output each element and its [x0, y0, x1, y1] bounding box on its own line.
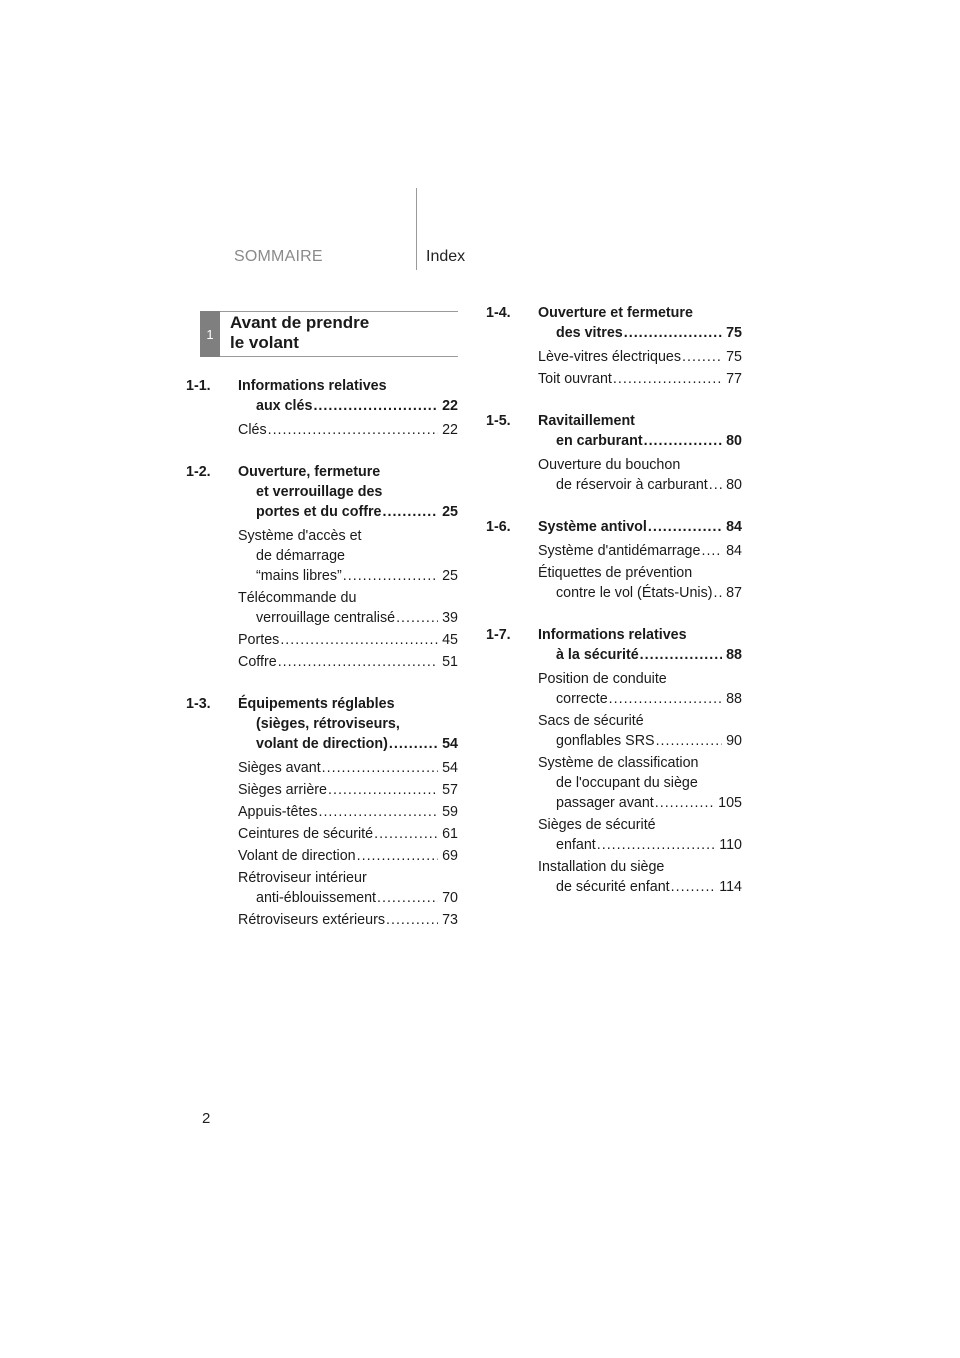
entry-page: 57	[442, 782, 458, 798]
chapter-number: 1-2.	[186, 464, 211, 480]
chapter-page: 80	[726, 433, 742, 449]
entry-title-line: Ouverture du bouchon	[538, 457, 681, 473]
entry-page: 45	[442, 632, 458, 648]
entry-title-line: Sièges arrière	[238, 782, 327, 798]
entry-title-line-row	[238, 652, 458, 672]
chapter-title-line: Ravitaillement	[538, 413, 635, 429]
toc-entry[interactable]	[238, 652, 458, 672]
toc-entry[interactable]	[238, 630, 458, 650]
chapter-title-line-row	[538, 645, 742, 665]
entry-page: 88	[726, 691, 742, 707]
dot-leader	[714, 583, 723, 603]
entry-title-line: Installation du siège	[538, 859, 665, 875]
chapter-page: 54	[442, 736, 458, 752]
chapter-title	[538, 303, 742, 343]
chapter-title-line-row	[538, 517, 742, 537]
group-spacer	[486, 605, 742, 625]
toc-entry[interactable]	[238, 846, 458, 866]
page-number: 2	[202, 1110, 211, 1127]
dot-leader	[278, 652, 438, 672]
dot-leader	[644, 431, 722, 451]
chapter-title-line: en carburant	[556, 433, 643, 449]
group-spacer	[186, 674, 458, 694]
entry-title-line: Télécommande du	[238, 590, 357, 606]
entry-title-line-row	[238, 802, 458, 822]
dot-leader	[709, 475, 722, 495]
dot-leader	[624, 323, 722, 343]
toc-entry[interactable]	[538, 753, 742, 813]
dot-leader	[597, 835, 715, 855]
entry-page: 77	[726, 371, 742, 387]
toc-column-right	[486, 303, 742, 899]
chapter-title	[238, 462, 458, 522]
entry-title-line: Clés	[238, 422, 267, 438]
entry-page: 84	[726, 543, 742, 559]
toc-entry[interactable]	[238, 868, 458, 908]
entry-title-line: Sièges avant	[238, 760, 321, 776]
chapter-number: 1-3.	[186, 696, 211, 712]
entry-page: 87	[726, 585, 742, 601]
entry-page: 61	[442, 826, 458, 842]
toc-entry[interactable]	[238, 526, 458, 586]
entry-page: 59	[442, 804, 458, 820]
entry-page: 54	[442, 760, 458, 776]
chapter-title-line: Informations relatives	[538, 627, 687, 643]
toc-entry[interactable]	[238, 420, 458, 440]
chapter-title	[538, 517, 742, 537]
entry-title-line-row	[238, 846, 458, 866]
toc-entry[interactable]	[538, 815, 742, 855]
section-title	[230, 313, 430, 353]
toc-entry[interactable]	[538, 857, 742, 897]
entry-page: 69	[442, 848, 458, 864]
nav-divider	[416, 188, 417, 270]
chapter-page: 84	[726, 519, 742, 535]
dot-leader	[671, 877, 716, 897]
entry-title-line: Système d'accès et	[238, 528, 362, 544]
sommaire-link[interactable]: SOMMAIRE	[234, 248, 323, 265]
chapter-title	[238, 376, 458, 416]
dot-leader	[322, 758, 438, 778]
section-header	[200, 311, 458, 357]
entry-title-line-row	[538, 369, 742, 389]
entry-title-line: Toit ouvrant	[538, 371, 612, 387]
entry-title-line-row	[538, 731, 742, 751]
toc-entry[interactable]	[538, 711, 742, 751]
chapter-title	[538, 411, 742, 451]
entry-page: 110	[719, 837, 742, 853]
toc-entry[interactable]	[238, 824, 458, 844]
index-link[interactable]: Index	[426, 248, 466, 265]
chapter-title-line-row	[538, 323, 742, 343]
chapter-title-line: aux clés	[256, 398, 313, 414]
chapter-heading[interactable]	[486, 303, 742, 343]
dot-leader	[656, 731, 723, 751]
dot-leader	[682, 347, 722, 367]
entry-title-line-row	[238, 780, 458, 800]
chapter-title-line: Système antivol	[538, 519, 647, 535]
header-rule-top	[220, 311, 458, 312]
entry-page: 105	[718, 795, 742, 811]
group-spacer	[486, 497, 742, 517]
entry-page: 39	[442, 610, 458, 626]
entry-title-line: de réservoir à carburant	[556, 477, 708, 493]
entry-title-line: de sécurité enfant	[556, 879, 670, 895]
entry-title-line-row	[238, 888, 458, 908]
entry-title-line-row	[538, 689, 742, 709]
dot-leader	[357, 846, 438, 866]
chapter-heading[interactable]	[486, 411, 742, 451]
entry-title-line: “mains libres”	[256, 568, 342, 584]
dot-leader	[313, 396, 438, 416]
entry-title-line-row	[538, 475, 742, 495]
entry-title-line: Rétroviseur intérieur	[238, 870, 367, 886]
chapter-title-line: Équipements réglables	[238, 696, 395, 712]
chapter-page: 25	[442, 504, 458, 520]
dot-leader	[648, 517, 722, 537]
chapter-title-line-row	[238, 734, 458, 754]
dot-leader	[609, 689, 722, 709]
toc-entry[interactable]	[538, 369, 742, 389]
chapter-title-line: Informations relatives	[238, 378, 387, 394]
chapter-title-line-row	[238, 502, 458, 522]
dot-leader	[377, 888, 438, 908]
dot-leader	[655, 793, 714, 813]
entry-title-line: de démarrage	[256, 548, 346, 564]
entry-title-line-row	[238, 608, 458, 628]
chapter-page: 22	[442, 398, 458, 414]
entry-title-line: verrouillage centralisé	[256, 610, 396, 626]
group-spacer	[486, 391, 742, 411]
chapter-heading[interactable]	[486, 517, 742, 537]
dot-leader	[374, 824, 438, 844]
entry-title-line-row	[238, 566, 458, 586]
entry-title-line-row	[238, 824, 458, 844]
entry-title-line: Étiquettes de prévention	[538, 565, 693, 581]
chapter-number: 1-4.	[486, 305, 511, 321]
chapter-title-line: à la sécurité	[556, 647, 639, 663]
entry-title-line-row	[538, 583, 742, 603]
chapter-title-line-row	[238, 396, 458, 416]
toc-entry[interactable]	[238, 780, 458, 800]
entry-title-line: Sièges de sécurité	[538, 817, 656, 833]
chapter-title	[538, 625, 742, 665]
dot-leader	[386, 910, 438, 930]
entry-title-line: contre le vol (États-Unis)	[556, 585, 713, 601]
entry-page: 90	[726, 733, 742, 749]
section-title-line2: le volant	[230, 333, 299, 352]
entry-title-line-row	[538, 793, 742, 813]
entry-page: 51	[442, 654, 458, 670]
entry-title-line-row	[538, 541, 742, 561]
entry-title-line: Système d'antidémarrage	[538, 543, 701, 559]
chapter-title-line: des vitres	[556, 325, 623, 341]
entry-title-line-row	[238, 758, 458, 778]
chapter-number: 1-1.	[186, 378, 211, 394]
entry-title-line: Coffre	[238, 654, 277, 670]
entry-title-line-row	[238, 910, 458, 930]
chapter-title	[238, 694, 458, 754]
dot-leader	[328, 780, 438, 800]
header-rule-bottom	[220, 356, 458, 357]
entry-page: 75	[726, 349, 742, 365]
toc-entry[interactable]	[538, 455, 742, 495]
entry-title-line: Appuis-têtes	[238, 804, 318, 820]
dot-leader	[640, 645, 722, 665]
chapter-heading[interactable]	[186, 694, 458, 754]
entry-title-line: Lève-vitres électriques	[538, 349, 682, 365]
dot-leader	[280, 630, 438, 650]
chapter-heading[interactable]	[186, 376, 458, 416]
toc-column-left	[186, 376, 458, 932]
toc-entry[interactable]	[238, 910, 458, 930]
chapter-heading[interactable]	[486, 625, 742, 665]
chapter-page: 88	[726, 647, 742, 663]
dot-leader	[268, 420, 438, 440]
entry-title-line: Position de conduite	[538, 671, 667, 687]
dot-leader	[383, 502, 439, 522]
entry-title-line: Volant de direction	[238, 848, 356, 864]
chapter-page: 75	[726, 325, 742, 341]
toc-entry[interactable]	[538, 347, 742, 367]
chapter-heading[interactable]	[186, 462, 458, 522]
section-title-line1: Avant de prendre	[230, 313, 370, 332]
top-navigation	[0, 186, 960, 272]
entry-page: 22	[442, 422, 458, 438]
entry-page: 80	[726, 477, 742, 493]
chapter-title-line: Ouverture et fermeture	[538, 305, 693, 321]
entry-title-line: de l'occupant du siège	[556, 775, 698, 791]
dot-leader	[318, 802, 438, 822]
entry-title-line: gonflables SRS	[556, 733, 655, 749]
toc-entry[interactable]	[238, 588, 458, 628]
chapter-title-line: portes et du coffre	[256, 504, 382, 520]
entry-page: 73	[442, 912, 458, 928]
dot-leader	[613, 369, 722, 389]
entry-title-line: enfant	[556, 837, 596, 853]
entry-title-line: Rétroviseurs extérieurs	[238, 912, 385, 928]
group-spacer	[186, 442, 458, 462]
entry-title-line: Sacs de sécurité	[538, 713, 644, 729]
dot-leader	[701, 541, 722, 561]
entry-title-line: passager avant	[556, 795, 654, 811]
entry-page: 25	[442, 568, 458, 584]
entry-title-line: Système de classification	[538, 755, 699, 771]
entry-title-line: anti-éblouissement	[256, 890, 377, 906]
toc-entry[interactable]	[538, 669, 742, 709]
entry-title-line-row	[538, 835, 742, 855]
entry-title-line: correcte	[556, 691, 608, 707]
chapter-number: 1-5.	[486, 413, 511, 429]
chapter-title-line: et verrouillage des	[256, 484, 383, 500]
entry-page: 70	[442, 890, 458, 906]
dot-leader	[396, 608, 438, 628]
entry-page: 114	[719, 879, 742, 895]
entry-title-line-row	[238, 420, 458, 440]
chapter-title-line-row	[538, 431, 742, 451]
toc-entry[interactable]	[238, 758, 458, 778]
chapter-number: 1-6.	[486, 519, 511, 535]
entry-title-line-row	[538, 347, 742, 367]
entry-title-line-row	[538, 877, 742, 897]
chapter-title-line: volant de direction)	[256, 736, 388, 752]
toc-entry[interactable]	[538, 563, 742, 603]
chapter-title-line: Ouverture, fermeture	[238, 464, 381, 480]
toc-entry[interactable]	[238, 802, 458, 822]
entry-title-line: Portes	[238, 632, 280, 648]
toc-entry[interactable]	[538, 541, 742, 561]
section-tab: 1	[200, 311, 220, 357]
entry-title-line-row	[238, 630, 458, 650]
dot-leader	[343, 566, 438, 586]
dot-leader	[389, 734, 438, 754]
chapter-title-line: (sièges, rétroviseurs,	[256, 716, 400, 732]
chapter-number: 1-7.	[486, 627, 511, 643]
entry-title-line: Ceintures de sécurité	[238, 826, 374, 842]
